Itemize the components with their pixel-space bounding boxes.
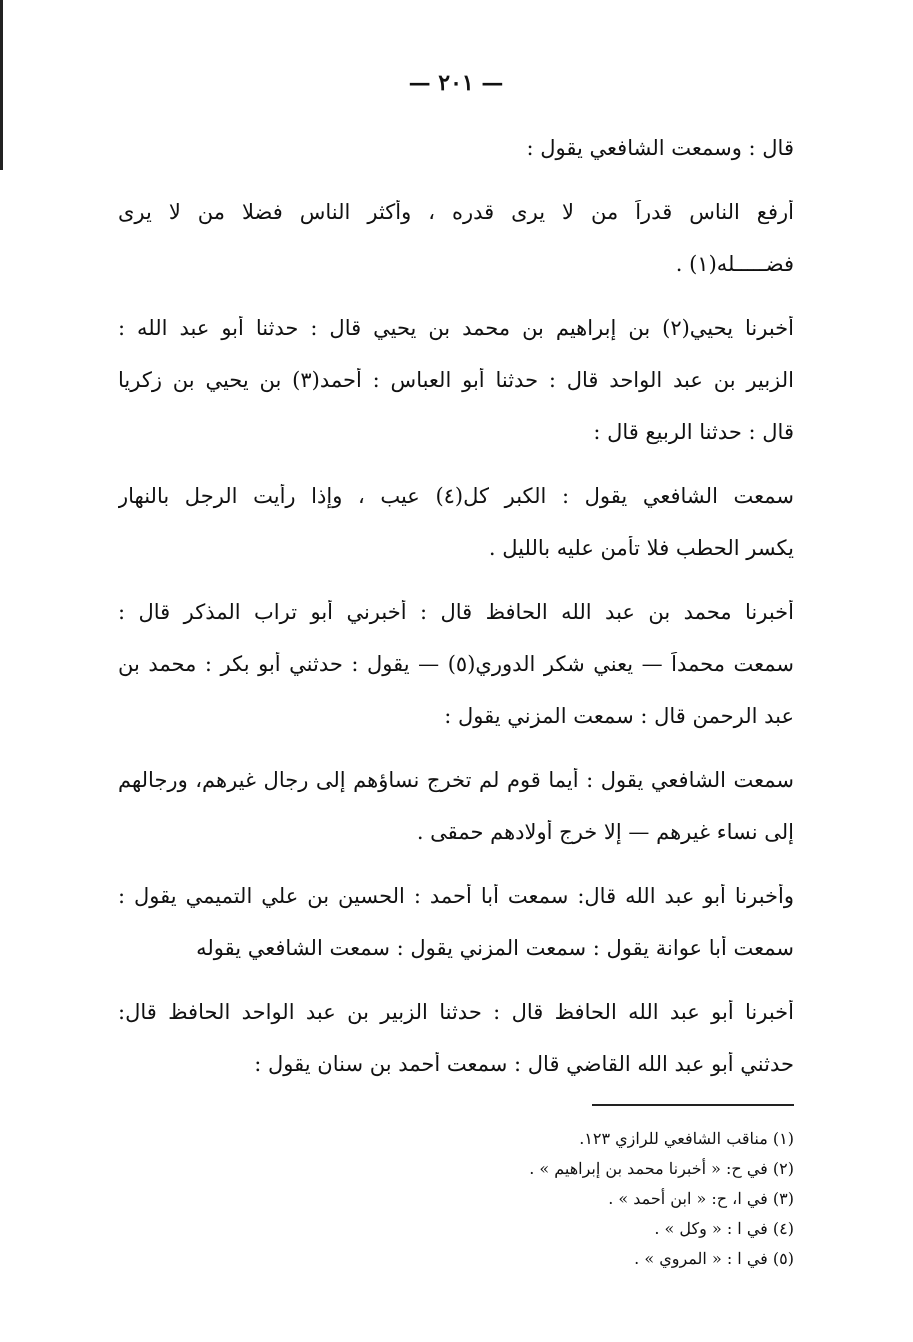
- text-line: حدثني أبو عبد الله القاضي قال : سمعت أحمد بن سنان يقول :: [254, 1052, 794, 1076]
- paragraph-gap: [118, 188, 794, 200]
- text-line: سمعت محمداً — يعني شكر الدوري(٥) — يقول : حدثني أبو بكر : محمد بن: [118, 652, 794, 676]
- footnote-separator: [592, 1104, 794, 1106]
- text-line: سمعت أبا عوانة يقول : سمعت المزني يقول : سمعت الشافعي يقوله: [196, 936, 794, 960]
- paragraph: [118, 1000, 794, 1104]
- footnote: (٥) في ا : « المروي » .: [634, 1249, 794, 1268]
- footnote: (٣) في ا، ح: « ابن أحمد » .: [608, 1189, 794, 1208]
- footnotes: [118, 1124, 794, 1274]
- footnote: (١) مناقب الشافعي للرازي ١٢٣.: [579, 1129, 794, 1148]
- text-line: إلى نساء غيرهم — إلا خرج أولادهم حمقى .: [416, 820, 794, 844]
- text-line: قال : حدثنا الربيع قال :: [593, 420, 794, 444]
- paragraph: [118, 136, 794, 188]
- paragraph-gap: [118, 988, 794, 1000]
- text-line: أخبرنا يحيي(٢) بن إبراهيم بن محمد بن يحيي قال : حدثنا أبو عبد الله :: [118, 316, 794, 340]
- paragraph: [118, 884, 794, 988]
- text-line: أخبرنا محمد بن عبد الله الحافظ قال : أخبرني أبو تراب المذكر قال :: [118, 600, 794, 624]
- page-number: — ٢٠١ —: [408, 70, 504, 96]
- text-line: أرفع الناس قدراً من لا يرى قدره ، وأكثر الناس فضلا من لا يرى: [118, 200, 794, 224]
- footnote: (٤) في ا : « وكل » .: [654, 1219, 794, 1238]
- text-line: أخبرنا أبو عبد الله الحافظ قال : حدثنا الزبير بن عبد الواحد الحافظ قال:: [118, 1000, 794, 1024]
- text-line: عبد الرحمن قال : سمعت المزني يقول :: [444, 704, 794, 728]
- footnote: (٢) في ح: « أخبرنا محمد بن إبراهيم » .: [529, 1159, 794, 1178]
- text-line: وأخبرنا أبو عبد الله قال: سمعت أبا أحمد : الحسين بن علي التميمي يقول :: [118, 884, 794, 908]
- text-line: فضـــــله(١) .: [675, 252, 794, 276]
- paragraph: [118, 484, 794, 588]
- text-line: سمعت الشافعي يقول : الكبر كل(٤) عيب ، وإذا رأيت الرجل بالنهار: [118, 484, 794, 508]
- paragraph-gap: [118, 304, 794, 316]
- paragraph: [118, 316, 794, 472]
- scan-edge-line: [0, 0, 3, 170]
- text-line: الزبير بن عبد الواحد قال : حدثنا أبو العباس : أحمد(٣) بن يحيي بن زكريا: [118, 368, 794, 392]
- paragraph-gap: [118, 872, 794, 884]
- paragraph: [118, 768, 794, 872]
- paragraphs: [118, 136, 794, 1104]
- paragraph-gap: [118, 588, 794, 600]
- paragraph-gap: [118, 472, 794, 484]
- text-line: سمعت الشافعي يقول : أيما قوم لم تخرج نساؤهم إلى رجال غيرهم، ورجالهم: [118, 768, 794, 792]
- text-line: يكسر الحطب فلا تأمن عليه بالليل .: [488, 536, 794, 560]
- text-line: قال : وسمعت الشافعي يقول :: [526, 136, 794, 160]
- paragraph: [118, 600, 794, 756]
- page-body: [118, 70, 794, 1104]
- paragraph-gap: [118, 756, 794, 768]
- paragraph: [118, 200, 794, 304]
